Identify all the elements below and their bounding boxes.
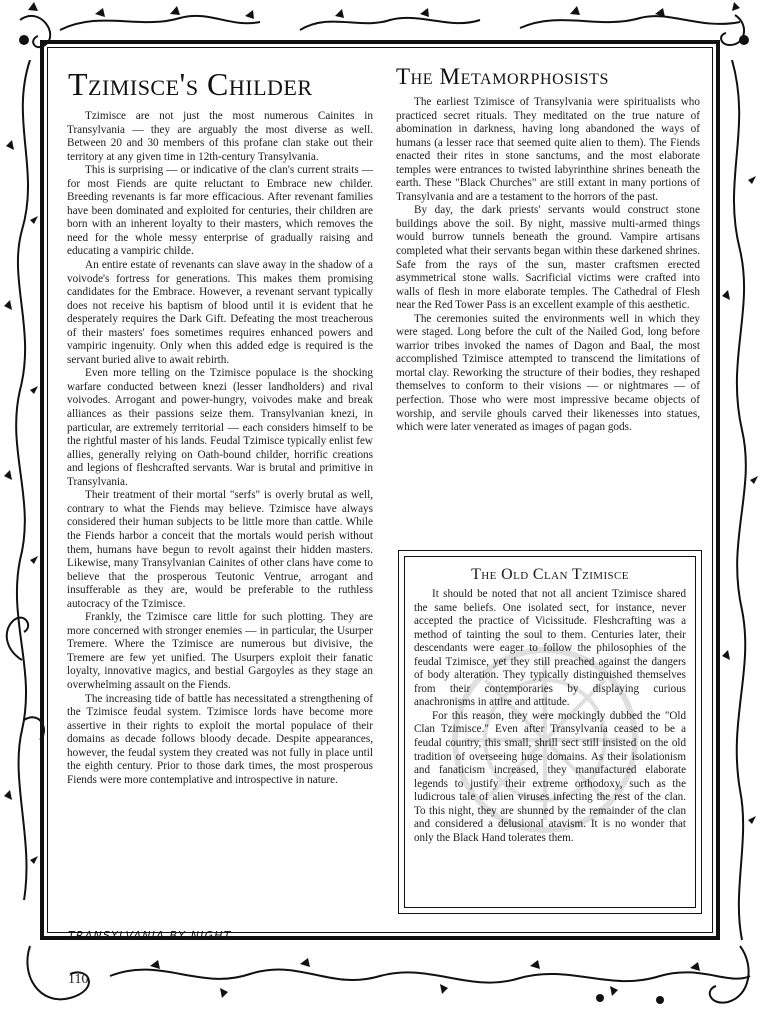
paragraph: Frankly, the Tzimisce care little for such plotting. They are more concerned with stronger enemies — in particular, the Usurper Tremere. Where the Tzimisce are numerous but divisive, the Tremere are few yet unified. The Usurpers exploit their fanatic loyalty, innovative magics, and bestial Gargoyles as they stage an overwhelming assault on the Fiends. (67, 611, 373, 691)
paragraph: The ceremonies suited the environments well in which they were staged. Long before the cult of the Nailed God, long before warrior tribes invoked the names of Dagon and Baal, the most accomplished Tzimisce attempted to transcend the limitations of mortal clay. Reworking the structure of their bodies, they reshaped themselves to conform to their visions — or nightmares — of perfection. Those who were most impressive became objects of worship, and servile ghouls carved their likenesses into statues, which were later venerated as images of pagan gods. (396, 312, 700, 434)
left-column (67, 110, 373, 787)
paragraph: Even more telling on the Tzimisce populace is the shocking warfare conducted between knezi (lesser landholders) and rival voivodes. Arrogant and power-hungry, voivodes make and break alliances as their passions seize them. Transylvanian knezi, in particular, are extremely territorial — each considers himself to be the rightful master of his lands. Feudal Tzimisce typically enlist few allies, generally relying on Oath-bound childer, horrific creations and legions of fleshcrafted servants. War is brutal and primitive in Transylvania. (67, 367, 373, 488)
sidebar-text (414, 588, 686, 845)
paragraph: For this reason, they were mockingly dubbed the "Old Clan Tzimisce." Even after Transylvania ceased to be a feudal country, this small, shrill sect still insisted on the old tradition of overseeing huge domains. As their isolationism and fanaticism increased, they manufactured elaborate legends to justify their extreme orthodoxy, such as the ludicrous tale of alien viruses infecting the rest of the clan. To this night, they are shunned by the remainder of the clan and considered a delusional atavism. It is no wonder that only the Black Hand tolerates them. (414, 709, 686, 844)
page-number: 110 (68, 972, 89, 987)
paragraph: By day, the dark priests' servants would construct stone buildings above the soil. By night, massive multi-armed things would burrow tunnels beneath the ground. Vampire artisans completed what their servants began within these darkened shrines. Safe from the rays of the sun, master craftsmen erected asymmetrical stone walls. Sacrificial victims were crafted into walls of flesh in more elaborate temples. The Cathedral of Flesh near the Red Tower Pass is an excellent example of this aesthetic. (396, 204, 700, 312)
right-column (396, 96, 700, 435)
section-heading: The Metamorphosists (396, 64, 610, 89)
sidebar-title: The Old Clan Tzimisce (471, 566, 629, 583)
paragraph: Tzimisce are not just the most numerous Cainites in Transylvania — they are arguably the most diverse as well. Between 20 and 30 members of this profane clan stake out their territory at any given time in 12th-century Transylvania. (67, 110, 373, 163)
paragraph: The earliest Tzimisce of Transylvania were spiritualists who practiced secret rituals. They meditated on the true nature of abomination in darkness, having long abandoned the ways of humans (a lesser race that seemed quite alien to them). The Fiends enacted their rites in stone sanctums, and the most elaborate temples were entrances to twisted labyrinthine shrines beneath the earth. These "Black Churches" are still extant in many portions of Transylvania and are a testament to the horrors of the past. (396, 96, 700, 203)
paragraph: It should be noted that not all ancient Tzimisce shared the same beliefs. One isolated sect, for instance, never accepted the practice of Vicissitude. Fleshcrafting was a method of tainting the soul to them. Centuries later, their descendants were eager to follow the philosophies of the feudal Tzimisce, yet they still preached against the dangers of body alteration. They typically distinguished themselves from their contemporaries by displaying curious anachronisms in attire and attitude. (414, 588, 686, 709)
paragraph: An entire estate of revenants can slave away in the shadow of a voivode's fortress for generations. This makes them promising candidates for the Embrace. However, a revenant servant typically does not receive his baptism of blood until it is evident that he desperately requires the Dark Gift. Defeating the most treacherous of their masters' foes sometimes requires enhanced powers and vampiric ingenuity. Only when this added edge is required is the servant buried alive to await rebirth. (67, 259, 373, 366)
vine-ornament-left-icon (0, 60, 62, 960)
book-title-footer: TRANSYLVANIA BY NIGHT (68, 929, 232, 942)
paragraph: Their treatment of their mortal "serfs" is overly brutal as well, contrary to what the Fiends may believe. Tzimisce have always considered their human subjects to be little more than cattle. While the Fiends harbor a conceit that the mortals would perish without them, humans have begun to revolt against their hidden masters. Likewise, many Transylvanian Cainites of other clans have come to believe that the prosperous Teutonic Ventrue, arrogant and insufferable as they are, would be preferable to the ruthless autocracy of the Tzimisce. (67, 489, 373, 610)
vine-ornament-right-icon (712, 60, 768, 960)
paragraph: This is surprising — or indicative of the clan's current straits — for most Fiends are quite reluctant to Embrace new childer. Breeding revenants is far more efficacious. After revenant families have been dominated and exploited for centuries, their children are born with an inherent loyalty to their masters, which removes the need for the whole messy enterprise of gradually raising and educating a vampiric childe. (67, 164, 373, 258)
paragraph: The increasing tide of battle has necessitated a strengthening of the Tzimisce feudal system. Tzimisce lords have become more assertive in their rights to exploit the mortal populace of their domains as decade follows bloody decade. Despite appearances, however, the feudal system they created was not fully in place until the eighth century. Prior to those dark times, the most prosperous Fiends were more contemplative and introspective in nature. (67, 692, 373, 786)
vine-ornament-top-icon (0, 0, 768, 70)
vine-ornament-bottom-icon (0, 936, 768, 1024)
page-title: Tzimisce's Childer (68, 66, 313, 102)
